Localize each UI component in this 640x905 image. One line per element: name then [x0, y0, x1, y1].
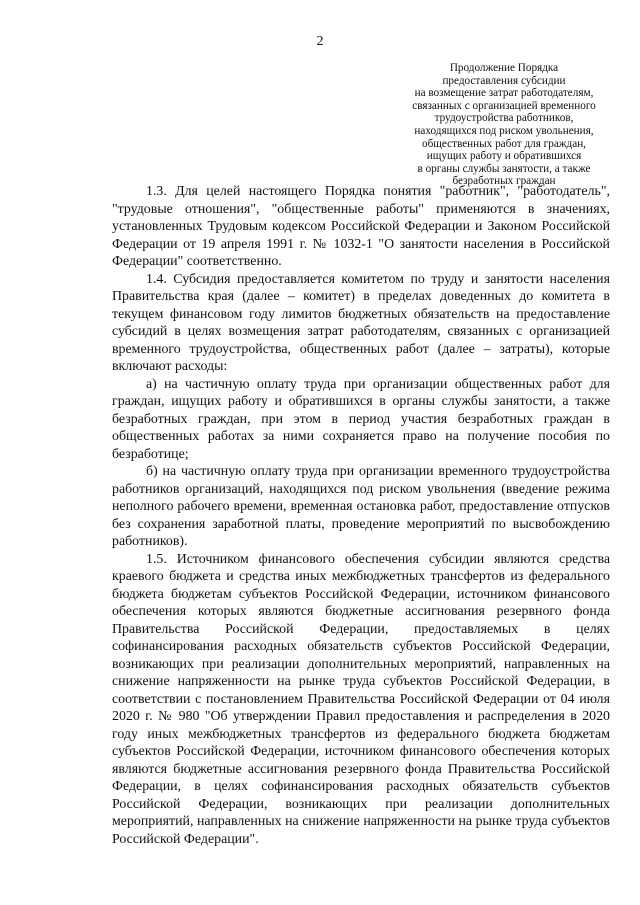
header-line: связанных с организацией временного	[412, 99, 596, 112]
header-line: Продолжение Порядка	[449, 62, 559, 74]
appendix-header	[393, 62, 615, 188]
paragraph-item-a: а) на частичную оплату труда при организации общественных работ для граждан, ищущих работу и обратившихся в органы службы занятости, а также безработных граждан, при этом в период участия безработных граждан в общественных работах за ними сохраняется право на получение пособия по безработице;	[112, 376, 610, 462]
paragraph-1-5: 1.5. Источником финансового обеспечения субсидии являются средства краевого бюджета и средства иных межбюджетных трансфертов из федерального бюджета бюджетам субъектов Российской Федерации, источником финансового обеспечения которых являются бюджетные ассигнования резервного фонда Правительства Российской Федерации, предоставляемых в целях софинансирования расходных обязательств субъектов Российской Федерации, возникающих при реализации дополнительных мероприятий, направленных на снижение напряженности на рынке труда субъектов Российской Федерации, в соответствии с постановлением Правительства Российской Федерации от 04 июля 2020 г. № 980 "Об утверждении Правил предоставления и распределения в 2020 году иных межбюджетных трансфертов из федерального бюджета бюджетам субъектов Российской Федерации, источником финансового обеспечения которых являются бюджетные ассигнования резервного фонда Правительства Российской Федерации, в целях софинансирования расходных обязательств субъектов Российской Федерации, возникающих при реализации дополнительных мероприятий, направленных на снижение напряженности на рынке труда субъектов Российской Федерации".	[112, 551, 610, 847]
header-line: безработных граждан	[452, 175, 556, 188]
header-line: в органы службы занятости, а также	[417, 162, 591, 175]
page-number: 2	[316, 34, 324, 49]
header-line: ищущих работу и обратившихся	[426, 150, 582, 163]
paragraph-1-3: 1.3. Для целей настоящего Порядка понятия "работник", "работодатель", "трудовые отношения", "общественные работы" применяются в значениях, установленных Трудовым кодексом Российской Федерации и Законом Российской Федерации от 19 апреля 1991 г. № 1032-1 "О занятости населения в Российской Федерации" соответственно.	[112, 184, 610, 269]
header-line: общественных работ для граждан,	[422, 137, 586, 150]
paragraph-1-4: 1.4. Субсидия предоставляется комитетом по труду и занятости населения Правительства края (далее – комитет) в пределах доведенных до комитета в текущем финансовом году лимитов бюджетных обязательств на предоставление субсидий в целях возмещения затрат работодателям, связанных с организацией временного трудоустройства, общественных работ (далее – затраты), которые включают расходы:	[112, 271, 610, 374]
header-line: на возмещение затрат работодателям,	[414, 87, 594, 100]
document-body	[112, 183, 610, 848]
header-line: трудоустройства работников,	[434, 112, 574, 125]
paragraph-item-b: б) на частичную оплату труда при организации временного трудоустройства работников организаций, находящихся под риском увольнения (введение режима неполного рабочего времени, временная остановка работ, предоставление отпусков без сохранения заработной платы, проведение мероприятий по высвобождению работников).	[112, 464, 610, 549]
header-line: предоставления субсидии	[442, 74, 566, 87]
header-line: находящихся под риском увольнения,	[414, 124, 594, 137]
